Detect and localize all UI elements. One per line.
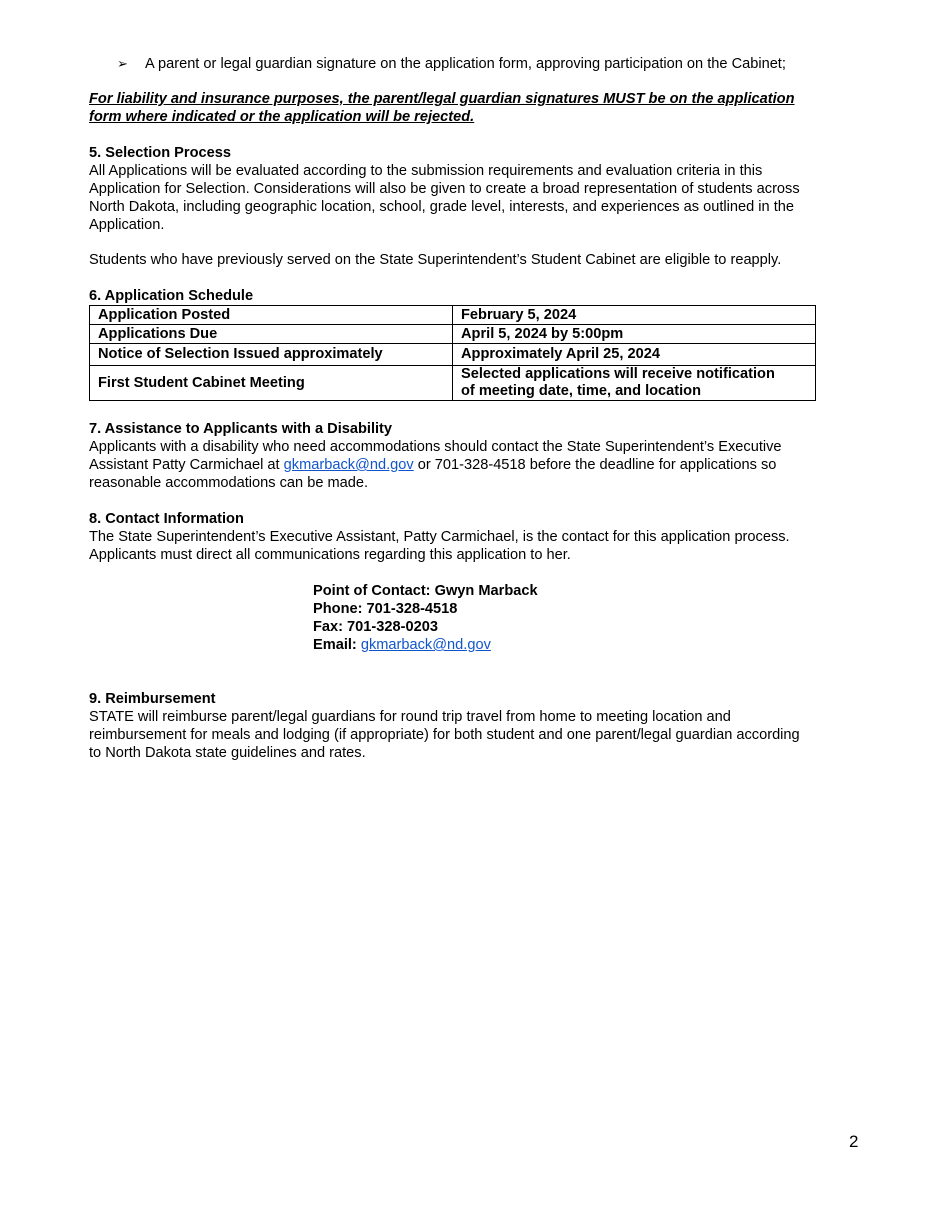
table-row bbox=[90, 306, 816, 325]
paragraph-line: reimbursement for meals and lodging (if appropriate) for both student and one parent/legal guardian according bbox=[89, 727, 800, 743]
bullet-text: A parent or legal guardian signature on the application form, approving participation on the Cabinet; bbox=[145, 56, 786, 72]
paragraph-line: North Dakota, including geographic location, school, grade level, interests, and experiences as outlined in the bbox=[89, 199, 794, 215]
table-cell-value-line: of meeting date, time, and location bbox=[461, 383, 702, 399]
contact-phone: Phone: 701-328-4518 bbox=[313, 601, 458, 617]
contact-email-label: Email: bbox=[313, 637, 361, 653]
text-span: or 701-328-4518 before the deadline for applications so bbox=[413, 457, 777, 473]
paragraph-line: The State Superintendent’s Executive Assistant, Patty Carmichael, is the contact for this application process. bbox=[89, 529, 790, 545]
section-heading: 9. Reimbursement bbox=[89, 691, 216, 707]
section-heading: 5. Selection Process bbox=[89, 145, 231, 161]
paragraph-line: reasonable accommodations can be made. bbox=[89, 475, 369, 491]
paragraph-line: Application. bbox=[89, 217, 165, 233]
paragraph-line bbox=[89, 456, 859, 474]
paragraph-line: Applicants must direct all communications regarding this application to her. bbox=[89, 547, 571, 563]
email-link[interactable]: gkmarback@nd.gov bbox=[283, 457, 414, 473]
section-heading: 8. Contact Information bbox=[89, 511, 244, 527]
table-cell-value: Approximately April 25, 2024 bbox=[453, 344, 816, 366]
paragraph-line: All Applications will be evaluated according to the submission requirements and evaluation criteria in this bbox=[89, 163, 763, 179]
contact-email-link[interactable]: gkmarback@nd.gov bbox=[360, 637, 491, 653]
table-cell-label: Applications Due bbox=[90, 325, 453, 344]
arrow-bullet-icon: ➢ bbox=[117, 56, 128, 71]
contact-block bbox=[313, 582, 859, 654]
table-row bbox=[90, 344, 816, 366]
point-of-contact: Point of Contact: Gwyn Marback bbox=[313, 583, 538, 599]
section-heading: 6. Application Schedule bbox=[89, 288, 254, 304]
bullet-item bbox=[89, 54, 859, 74]
section-contact-information bbox=[89, 510, 859, 654]
section-application-schedule bbox=[89, 288, 859, 401]
document-page bbox=[89, 54, 859, 762]
warning-line-2: form where indicated or the application will be rejected. bbox=[89, 109, 475, 125]
table-row bbox=[90, 325, 816, 344]
paragraph-line: Application for Selection. Considerations will also be given to create a broad representation of students across bbox=[89, 181, 800, 197]
paragraph-line: to North Dakota state guidelines and rates. bbox=[89, 745, 366, 761]
liability-warning bbox=[89, 90, 859, 126]
paragraph-line: STATE will reimburse parent/legal guardians for round trip travel from home to meeting location and bbox=[89, 709, 731, 725]
schedule-table bbox=[89, 305, 816, 401]
table-cell-value-line: Selected applications will receive notification bbox=[461, 366, 775, 382]
table-cell-label: Application Posted bbox=[90, 306, 453, 325]
paragraph-line: Students who have previously served on the State Superintendent’s Student Cabinet are eligible to reapply. bbox=[89, 252, 782, 268]
section-heading: 7. Assistance to Applicants with a Disability bbox=[89, 421, 393, 437]
contact-fax: Fax: 701-328-0203 bbox=[313, 619, 438, 635]
table-row bbox=[90, 366, 816, 401]
table-cell-label: Notice of Selection Issued approximately bbox=[90, 344, 453, 366]
section-selection-process bbox=[89, 144, 859, 269]
warning-line-1: For liability and insurance purposes, the parent/legal guardian signatures MUST be on the application bbox=[89, 91, 795, 107]
contact-email-row bbox=[313, 636, 859, 654]
table-cell-value bbox=[453, 366, 816, 401]
table-cell-value: April 5, 2024 by 5:00pm bbox=[453, 325, 816, 344]
page-number: 2 bbox=[849, 1132, 859, 1151]
table-cell-label: First Student Cabinet Meeting bbox=[90, 366, 453, 401]
section-reimbursement bbox=[89, 690, 859, 762]
text-span: Assistant Patty Carmichael at bbox=[89, 457, 284, 473]
paragraph-line: Applicants with a disability who need accommodations should contact the State Superintendent’s Executive bbox=[89, 439, 782, 455]
section-disability-assistance bbox=[89, 420, 859, 492]
table-cell-value: February 5, 2024 bbox=[453, 306, 816, 325]
